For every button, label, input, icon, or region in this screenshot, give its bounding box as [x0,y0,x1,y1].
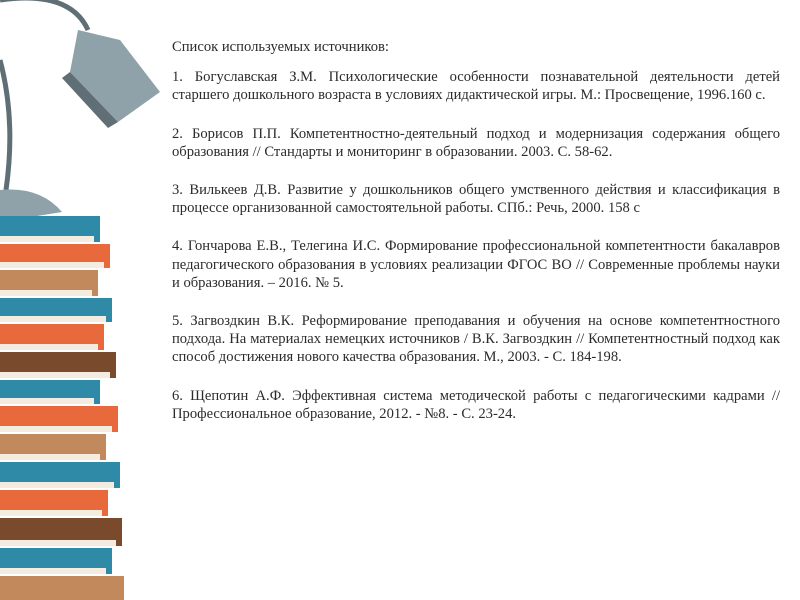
desk-lamp-icon [0,0,160,222]
reference-entry: 4. Гончарова Е.В., Телегина И.С. Формирование профессиональной компетентности бакалавров педагогического образования в условиях реализации ФГОС ВО // Современные проблемы науки и образования. – 2016. № 5. [172,238,780,291]
book-stack-icon [0,216,124,600]
reference-entry: 2. Борисов П.П. Компетентностно-деятельный подход и модернизация содержания общего образования // Стандарты и мониторинг в образовании. 2003. С. 58-62. [172,125,780,160]
references-block [172,38,780,443]
references-heading: Список используемых источников: [172,39,389,55]
reference-entry: 6. Щепотин А.Ф. Эффективная система методической работы с педагогическими кадрами // Профессиональное образование, 2012. - №8. - С. 23-24. [172,387,780,422]
reference-entry: 5. Загвоздкин В.К. Реформирование преподавания и обучения на основе компетентностного подхода. На материалах немецких источников / В.К. Загвоздкин // Компетентностный подход как способ достижения нового качества образования. М., 2003. - С. 184-198. [172,313,780,366]
reference-entry: 3. Вилькеев Д.В. Развитие у дошкольников общего умственного действия и классификация в процессе организованной самостоятельной работы. СПб.: Речь, 2000. 158 с [172,182,780,217]
lamp-and-books-illustration [0,0,160,600]
references-list [172,68,780,423]
reference-entry: 1. Богуславская З.М. Психологические особенности познавательной деятельности детей старшего дошкольного возраста в условиях дидактической игры. М.: Просвещение, 1996.160 с. [172,69,780,104]
